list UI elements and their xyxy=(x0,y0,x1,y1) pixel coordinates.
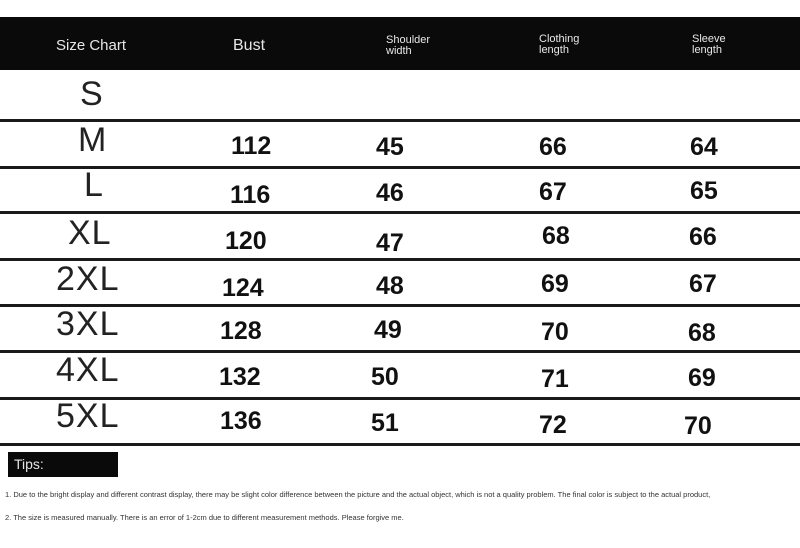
shoulder-value: 50 xyxy=(371,363,399,391)
clothing-value: 67 xyxy=(539,178,567,206)
table-row xyxy=(0,166,800,211)
clothing-value: 71 xyxy=(541,365,569,393)
sleeve-value: 65 xyxy=(690,177,718,205)
clothing-value: 69 xyxy=(541,270,569,298)
header-clothing-line1: Clothing xyxy=(539,33,580,45)
sleeve-value: 69 xyxy=(688,364,716,392)
table-row xyxy=(0,122,800,166)
size-label: S xyxy=(80,75,104,113)
shoulder-value: 51 xyxy=(371,409,399,437)
shoulder-value: 48 xyxy=(376,272,404,300)
header-shoulder-line1: Shoulder xyxy=(386,34,431,46)
size-label: XL xyxy=(68,214,112,252)
bust-value: 124 xyxy=(222,274,264,302)
bust-value: 128 xyxy=(220,317,262,345)
bust-value: 136 xyxy=(220,407,262,435)
table-row xyxy=(0,353,800,397)
bust-value: 112 xyxy=(231,132,272,160)
table-row xyxy=(0,261,800,304)
size-label: M xyxy=(78,121,108,159)
sleeve-value: 67 xyxy=(689,270,717,298)
table-row xyxy=(0,307,800,350)
tips-label: Tips: xyxy=(14,456,44,472)
tips-note-1: 1. Due to the bright display and different contrast display, there may be slight color difference between the picture and the actual object, which is not a quality problem. The final color is subject to the actual product, xyxy=(5,490,711,499)
row-divider xyxy=(0,443,800,446)
table-row xyxy=(0,72,800,118)
size-chart-header xyxy=(0,17,800,70)
shoulder-value: 47 xyxy=(376,229,404,257)
clothing-value: 68 xyxy=(542,222,570,250)
tips-note-2: 2. The size is measured manually. There is an error of 1-2cm due to different measurement methods. Please forgive me. xyxy=(5,513,404,522)
size-label: 2XL xyxy=(56,260,120,298)
header-sleeve-length xyxy=(692,34,726,56)
bust-value: 116 xyxy=(230,181,271,209)
header-clothing-length xyxy=(539,34,579,56)
size-label: 5XL xyxy=(56,397,120,435)
shoulder-value: 46 xyxy=(376,179,404,207)
header-clothing-line2: length xyxy=(539,44,569,56)
size-label: 4XL xyxy=(56,351,120,389)
sleeve-value: 68 xyxy=(688,319,716,347)
sleeve-value: 66 xyxy=(689,223,717,251)
size-label: L xyxy=(84,166,104,204)
clothing-value: 72 xyxy=(539,411,567,439)
header-shoulder-width xyxy=(386,35,430,57)
header-size-chart: Size Chart xyxy=(56,37,127,54)
clothing-value: 66 xyxy=(539,133,567,161)
bust-value: 132 xyxy=(219,363,261,391)
sleeve-value: 64 xyxy=(690,133,718,161)
table-row xyxy=(0,397,800,443)
header-shoulder-line2: width xyxy=(386,45,412,57)
header-sleeve-line2: length xyxy=(692,44,722,56)
size-label: 3XL xyxy=(56,305,120,343)
header-bust: Bust xyxy=(233,37,266,54)
sleeve-value: 70 xyxy=(684,412,712,440)
shoulder-value: 49 xyxy=(374,316,402,344)
bust-value: 120 xyxy=(225,227,267,255)
table-row xyxy=(0,214,800,258)
shoulder-value: 45 xyxy=(376,133,404,161)
clothing-value: 70 xyxy=(541,318,569,346)
tips-badge xyxy=(8,452,118,477)
header-sleeve-line1: Sleeve xyxy=(692,33,726,45)
